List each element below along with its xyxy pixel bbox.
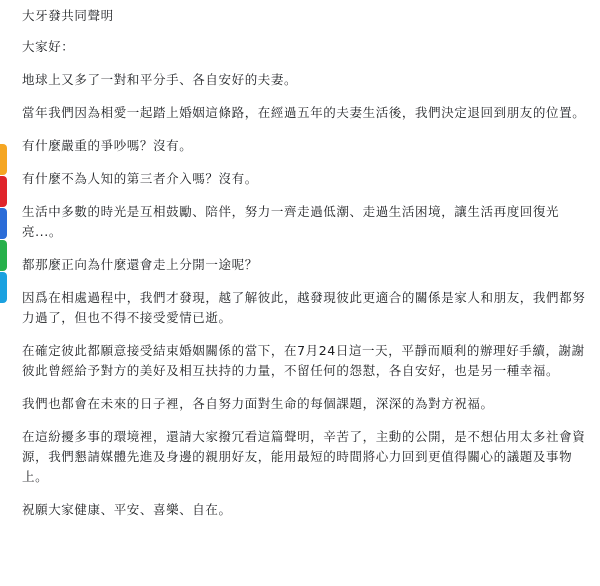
side-tab-blue[interactable] [0, 208, 7, 239]
post-paragraph: 都那麼正向為什麼還會走上分開一途呢？ [22, 257, 258, 272]
post-paragraph: 在確定彼此都願意接受結束婚姻關係的當下，在7月24日這一天，平靜而順利的辦理好手續，謝謝彼此曾經給予對方的美好及相互扶持的力量，不留任何的怨懟，各自安好，也是另一種幸福。 [22, 343, 585, 378]
side-tab-lightblue[interactable] [0, 272, 7, 303]
post-paragraph: 當年我們因為相愛一起踏上婚姻這條路，在經過五年的夫妻生活後，我們決定退回到朋友的位置。 [22, 105, 586, 120]
side-tab-orange[interactable] [0, 144, 7, 175]
post-paragraph: 祝願大家健康、平安、喜樂、自在。 [22, 502, 232, 517]
side-tab-red[interactable] [0, 176, 7, 207]
post-paragraph: 在這紛擾多事的環境裡，還請大家撥冗看這篇聲明，辛苦了，主動的公開，是不想佔用太多社會資源，我們懇請媒體先進及身邊的親朋好友，能用最短的時間將心力回到更值得關心的議題及事物上。 [22, 429, 586, 484]
post-paragraph: 我們也都會在未來的日子裡，各自努力面對生命的每個課題，深深的為對方祝福。 [22, 396, 494, 411]
post-body [22, 6, 592, 533]
side-tab-strip [0, 0, 10, 586]
post-paragraph: 因爲在相處過程中，我們才發現，越了解彼此，越發現彼此更適合的關係是家人和朋友，我們都努力過了，但也不得不接受愛情已逝。 [22, 290, 586, 325]
side-tab-green[interactable] [0, 240, 7, 271]
post-paragraph: 生活中多數的時光是互相鼓勵、陪伴，努力一齊走過低潮、走過生活困境，讓生活再度回復光亮...。 [22, 204, 560, 239]
post-paragraph: 有什麼不為人知的第三者介入嗎？沒有。 [22, 171, 258, 186]
post-paragraph: 有什麼嚴重的爭吵嗎？沒有。 [22, 138, 193, 153]
post-paragraph: 地球上又多了一對和平分手、各自安好的夫妻。 [22, 72, 298, 87]
post-title: 大牙發共同聲明 [22, 8, 114, 23]
post-greeting: 大家好： [22, 39, 75, 54]
